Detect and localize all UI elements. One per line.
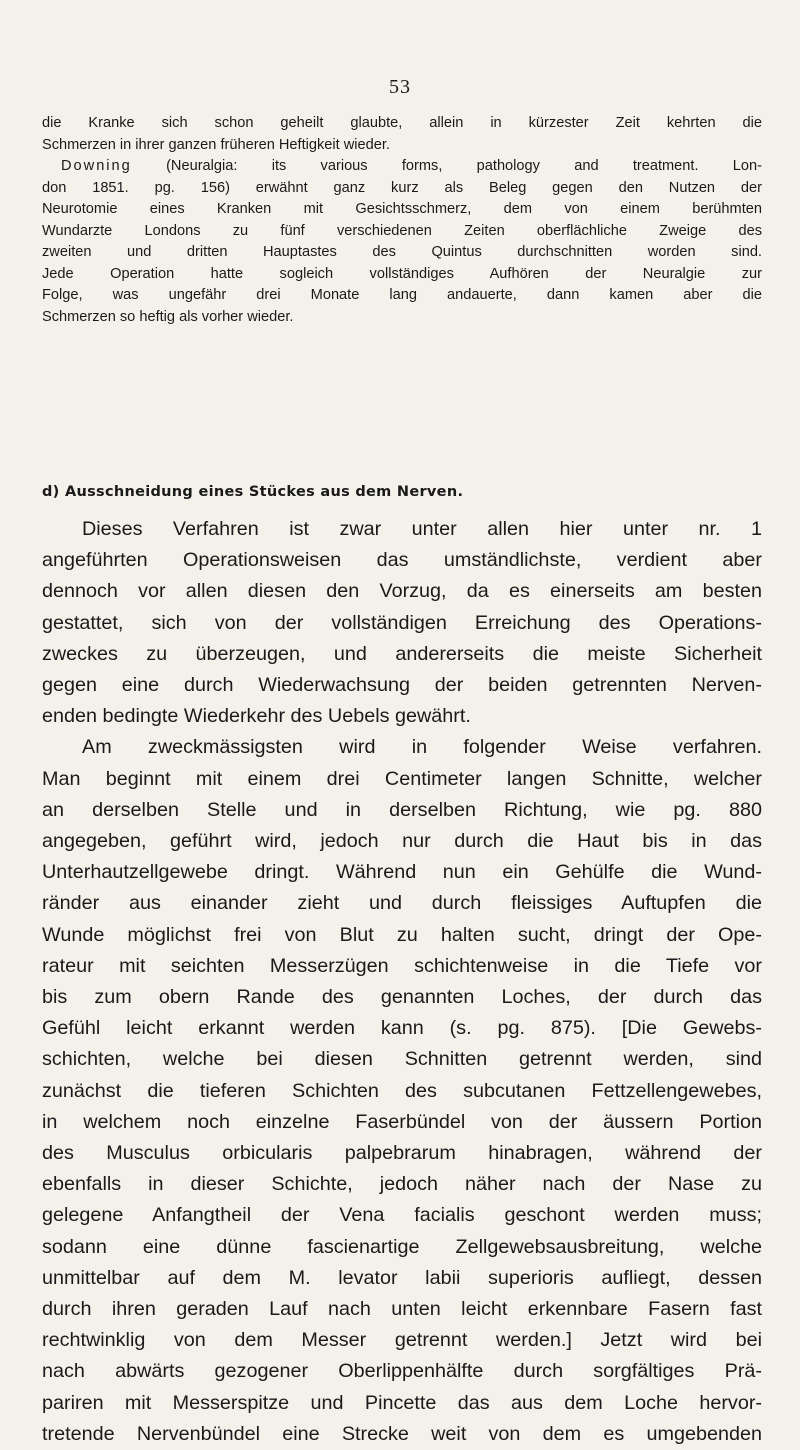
text-line: Schmerzen so heftig als vorher wieder. xyxy=(42,308,294,325)
text-line: gelegene Anfangtheil der Vena facialis geschont werden muss; xyxy=(42,1204,762,1227)
text-line: tretende Nervenbündel eine Strecke weit von dem es umgebenden xyxy=(42,1422,762,1445)
text-line: an derselben Stelle und in derselben Richtung, wie pg. 880 xyxy=(42,798,762,821)
intro-paragraph xyxy=(42,113,762,328)
text-line: Schmerzen in ihrer ganzen früheren Heftigkeit wieder. xyxy=(42,136,390,153)
text-line: rechtwinklig von dem Messer getrennt werden.] Jetzt wird bei xyxy=(42,1329,762,1352)
text-line: Wundarzte Londons zu fünf verschiedenen Zeiten oberflächliche Zweige des xyxy=(42,222,762,239)
text-line: zweiten und dritten Hauptastes des Quintus durchschnitten worden sind. xyxy=(42,244,762,260)
text-line: nach abwärts gezogener Oberlippenhälfte durch sorgfältiges Prä- xyxy=(42,1360,762,1383)
text-line: bis zum obern Rande des genannten Loches, der durch das xyxy=(42,986,762,1009)
text-line: Folge, was ungefähr drei Monate lang andauerte, dann kamen aber die xyxy=(42,287,762,303)
text-line: gestattet, sich von der vollständigen Erreichung des Operations- xyxy=(42,611,762,634)
text-line: gegen eine durch Wiederwachsung der beiden getrennten Nerven- xyxy=(42,674,762,697)
text-line: ebenfalls in dieser Schichte, jedoch näher nach der Nase zu xyxy=(42,1173,762,1196)
text-line xyxy=(42,156,762,178)
text-line: angeführten Operationsweisen das umständlichste, verdient aber xyxy=(42,549,762,572)
text-line: angegeben, geführt wird, jedoch nur durch die Haut bis in das xyxy=(42,830,762,853)
text-line: dennoch vor allen diesen den Vorzug, da es einerseits am besten xyxy=(42,580,762,603)
text-line: zweckes zu überzeugen, und andererseits die meiste Sicherheit xyxy=(42,642,762,665)
text-line: rateur mit seichten Messerzügen schichtenweise in die Tiefe vor xyxy=(42,954,762,977)
text-line: des Musculus orbicularis palpebrarum hinabragen, während der xyxy=(42,1142,762,1165)
text-line: zunächst die tieferen Schichten des subcutanen Fettzellengewebes, xyxy=(42,1079,762,1102)
text-line: Dieses Verfahren ist zwar unter allen hier unter nr. 1 xyxy=(82,518,762,540)
author-name: Downing xyxy=(61,158,132,174)
text-line: in welchem noch einzelne Faserbündel von der äussern Portion xyxy=(42,1110,762,1133)
text-line: die Kranke sich schon geheilt glaubte, allein in kürzester Zeit kehrten die xyxy=(42,115,762,131)
text-line: Wunde möglichst frei von Blut zu halten sucht, dringt der Ope- xyxy=(42,923,762,946)
text-line: Unterhautzellgewebe dringt. Während nun ein Gehülfe die Wund- xyxy=(42,861,762,884)
text-line: Jede Operation hatte sogleich vollständiges Aufhören der Neuralgie zur xyxy=(42,265,762,282)
page-number: 53 xyxy=(389,76,411,98)
section-heading: d) Ausschneidung eines Stückes aus dem Nerven. xyxy=(42,484,464,500)
citation-text: (Neuralgia: its various forms, pathology and treatment. Lon- xyxy=(166,158,762,174)
text-line: Am zweckmässigsten wird in folgender Weise verfahren. xyxy=(82,736,762,759)
text-line: Neurotomie eines Kranken mit Gesichtsschmerz, dem von einem berühmten xyxy=(42,201,762,217)
text-line: enden bedingte Wiederkehr des Uebels gewährt. xyxy=(42,705,471,728)
text-line: don 1851. pg. 156) erwähnt ganz kurz als Beleg gegen den Nutzen der xyxy=(42,179,762,196)
text-line: sodann eine dünne fascienartige Zellgewebsausbreitung, welche xyxy=(42,1235,762,1258)
text-line: ränder aus einander zieht und durch fleissiges Auftupfen die xyxy=(42,892,762,915)
text-line: pariren mit Messerspitze und Pincette das aus dem Loche hervor- xyxy=(42,1391,762,1414)
text-line: Man beginnt mit einem drei Centimeter langen Schnitte, welcher xyxy=(42,767,762,790)
text-line: durch ihren geraden Lauf nach unten leicht erkennbare Fasern fast xyxy=(42,1298,762,1321)
text-line: Gefühl leicht erkannt werden kann (s. pg. 875). [Die Gewebs- xyxy=(42,1017,762,1040)
text-line: unmittelbar auf dem M. levator labii superioris aufliegt, dessen xyxy=(42,1266,762,1289)
text-line: schichten, welche bei diesen Schnitten getrennt werden, sind xyxy=(42,1048,762,1071)
body-paragraph xyxy=(42,514,762,1450)
